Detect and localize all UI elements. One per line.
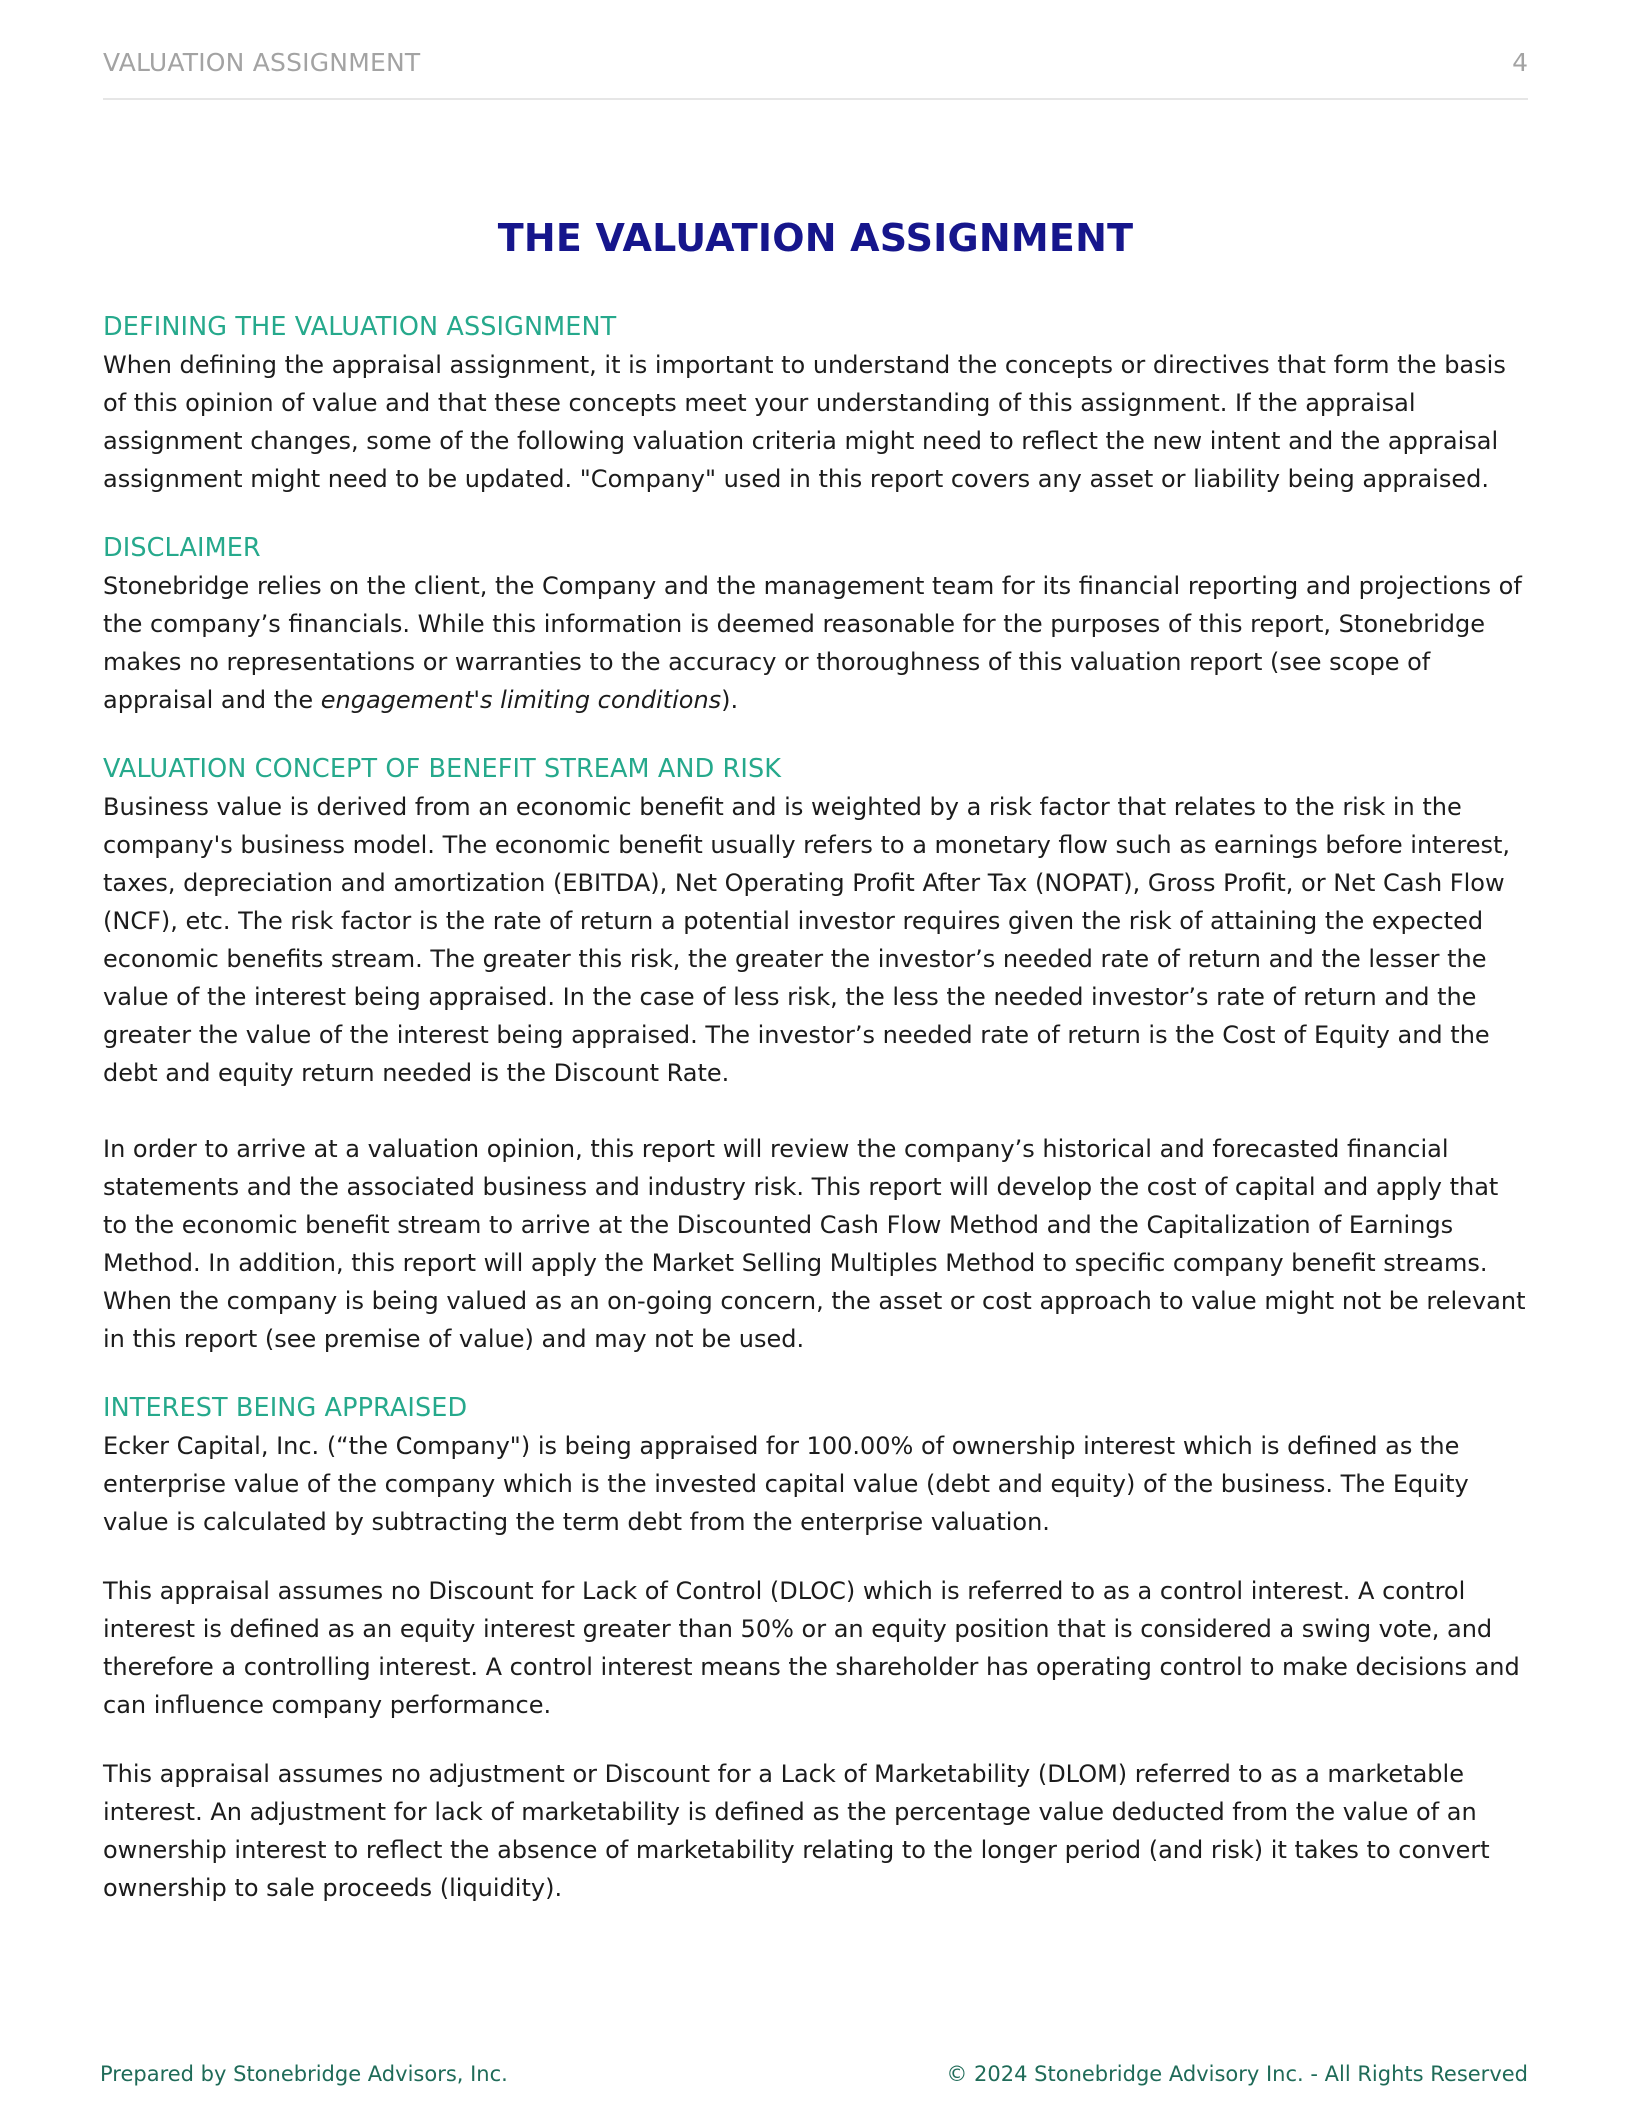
- italic-phrase: engagement's limiting conditions: [320, 686, 722, 714]
- paragraph: Ecker Capital, Inc. (“the Company") is being appraised for 100.00% of ownership interest which is defined as the enterprise value of the company which is the invested capital value (debt and equity) of the business. The Equity value is calculated by subtracting the term debt from the enterprise valuation.: [103, 1432, 1469, 1536]
- footer-copyright: © 2024 Stonebridge Advisory Inc. - All Rights Reserved: [946, 2062, 1528, 2086]
- section-interest-appraised: [103, 1389, 1530, 1907]
- section-heading: DEFINING THE VALUATION ASSIGNMENT: [103, 312, 617, 342]
- paragraph-text: ).: [721, 686, 739, 714]
- section-defining-assignment: [103, 308, 1530, 498]
- paragraph: In order to arrive at a valuation opinion, this report will review the company’s historical and forecasted financial statements and the associated business and industry risk. This report will develop the cost of capital and apply that to the economic benefit stream to arrive at the Discounted Cash Flow Method and the Capitalization of Earnings Method. In addition, this report will apply the Market Selling Multiples Method to specific company benefit streams. When the company is being valued as an on-going concern, the asset or cost approach to value might not be relevant in this report (see premise of value) and may not be used.: [103, 1135, 1526, 1353]
- footer-prepared-by: Prepared by Stonebridge Advisors, Inc.: [100, 2062, 508, 2086]
- document-body: [103, 308, 1530, 1907]
- page-header: [103, 48, 1528, 100]
- paragraph-text: Stonebridge relies on the client, the Company and the management team for its financial reporting and projections of the company’s financials. While this information is deemed reasonable for the purposes of this report, Stonebridge makes no representations or warranties to the accuracy or thoroughness of this valuation report (see scope of appraisal and the: [103, 572, 1522, 714]
- paragraph: When defining the appraisal assignment, it is important to understand the concepts or directives that form the basis of this opinion of value and that these concepts meet your understanding of this assignment. If the appraisal assignment changes, some of the following valuation criteria might need to reflect the new intent and the appraisal assignment might need to be updated. "Company" used in this report covers any asset or liability being appraised.: [103, 351, 1506, 493]
- section-benefit-stream-risk: [103, 750, 1530, 1358]
- paragraph: This appraisal assumes no adjustment or Discount for a Lack of Marketability (DLOM) referred to as a marketable interest. An adjustment for lack of marketability is defined as the percentage value deducted from the value of an ownership interest to reflect the absence of marketability relating to the longer period (and risk) it takes to convert ownership to sale proceeds (liquidity).: [103, 1760, 1490, 1902]
- section-heading: DISCLAIMER: [103, 533, 261, 563]
- paragraph: [103, 567, 1530, 719]
- page-footer: [100, 2062, 1528, 2092]
- running-header-title: VALUATION ASSIGNMENT: [103, 48, 421, 77]
- section-heading: VALUATION CONCEPT OF BENEFIT STREAM AND RISK: [103, 754, 782, 784]
- page-number: 4: [1512, 48, 1528, 77]
- section-disclaimer: [103, 529, 1530, 719]
- page-title: THE VALUATION ASSIGNMENT: [497, 216, 1134, 261]
- paragraph: This appraisal assumes no Discount for Lack of Control (DLOC) which is referred to as a control interest. A control interest is defined as an equity interest greater than 50% or an equity position that is considered a swing vote, and therefore a controlling interest. A control interest means the shareholder has operating control to make decisions and can influence company performance.: [103, 1577, 1520, 1719]
- section-heading: INTEREST BEING APPRAISED: [103, 1393, 468, 1423]
- paragraph: Business value is derived from an economic benefit and is weighted by a risk factor that relates to the risk in the company's business model. The economic benefit usually refers to a monetary flow such as earnings before interest, taxes, depreciation and amortization (EBITDA), Net Operating Profit After Tax (NOPAT), Gross Profit, or Net Cash Flow (NCF), etc. The risk factor is the rate of return a potential investor requires given the risk of attaining the expected economic benefits stream. The greater this risk, the greater the investor’s needed rate of return and the lesser the value of the interest being appraised. In the case of less risk, the less the needed investor’s rate of return and the greater the value of the interest being appraised. The investor’s needed rate of return is the Cost of Equity and the debt and equity return needed is the Discount Rate.: [103, 793, 1510, 1087]
